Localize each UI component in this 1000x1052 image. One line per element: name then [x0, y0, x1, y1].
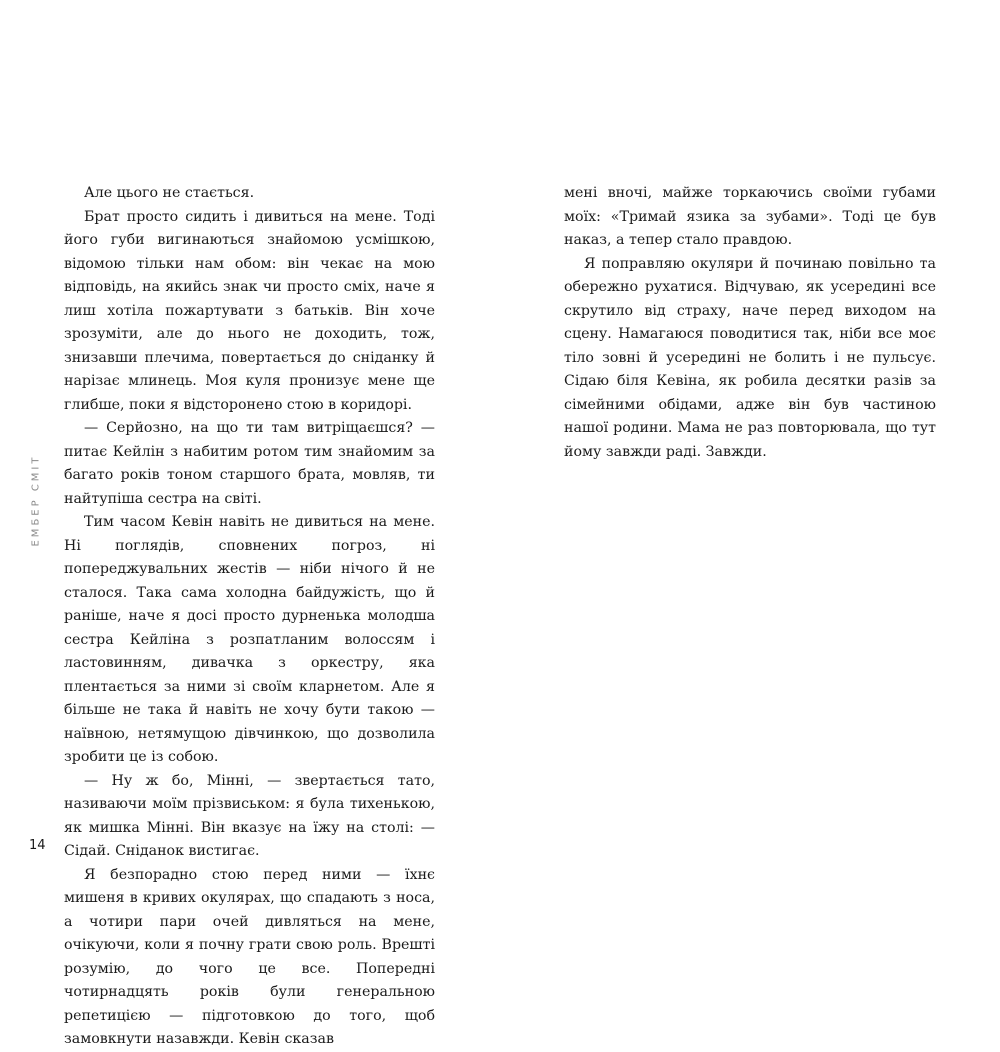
right-column	[564, 182, 936, 464]
running-head	[26, 425, 46, 575]
paragraph: Але цього не стається.	[84, 185, 255, 201]
left-column	[64, 182, 435, 1052]
running-head-text: ЕМБЕР СМІТ	[30, 453, 42, 547]
paragraph: Брат просто сидить і дивиться на мене. Тоді його губи вигинаються знайомою усмішкою, відомою тільки нам обом: він чекає на мою відповідь, на якийсь знак чи просто сміх, наче я лиш хотіла пожартувати з батьків. Він хоче зрозуміти, але до нього не доходить, тож, знизавши плечима, повертається до сніданку й нарізає млинець. Моя куля пронизує мене ще глибше, поки я відсторонено стою в коридорі.	[64, 208, 435, 413]
paragraph-continuation: мені вночі, майже торкаючись своїми губами моїх: «Тримай язика за зубами». Тоді це був наказ, а тепер стало правдою.	[564, 185, 936, 248]
page-number: 14	[29, 838, 46, 853]
paragraph: — Ну ж бо, Мінні, — звертається тато, називаючи моїм прізвиськом: я була тихенькою, як мишка Мінні. Він вказує на їжу на столі: — Сідай. Сніданок вистигає.	[64, 772, 435, 859]
paragraph: Я поправляю окуляри й починаю повільно та обережно рухатися. Відчуваю, як усередині все скрутило від страху, наче перед виходом на сцену. Намагаюся поводитися так, ніби все моє тіло зовні й усередині не болить і не пульсує. Сідаю біля Кевіна, як робила десятки разів за сімейними обідами, адже він був частиною нашої родини. Мама не раз повторювала, що тут йому завжди раді. Завжди.	[564, 255, 936, 460]
paragraph: Тим часом Кевін навіть не дивиться на мене. Ні поглядів, сповнених погроз, ні попереджувальних жестів — ніби нічого й не сталося. Така сама холодна байдужість, що й раніше, наче я досі просто дурненька молодша сестра Кейліна з розпатланим волоссям і ластовинням, дивачка з оркестру, яка плентається за ними зі своїм кларнетом. Але я більше не така й навіть не хочу бути такою — наївною, нетямущою дівчинкою, що дозволила зробити це із собою.	[64, 514, 435, 765]
paragraph: — Серйозно, на що ти там витріщаєшся? — питає Кейлін з набитим ротом тим знайомим за багато років тоном старшого брата, мовляв, ти найтупіша сестра на світі.	[64, 420, 435, 507]
paragraph: Я безпорадно стою перед ними — їхнє мишеня в кривих окулярах, що спадають з носа, а чотири пари очей дивляться на мене, очікуючи, коли я почну грати свою роль. Врешті розумію, до чого це все. Попередні чотирнадцять років були генеральною репетицією — підготовкою до того, щоб замовкнути назавжди. Кевін сказав	[64, 866, 435, 1047]
